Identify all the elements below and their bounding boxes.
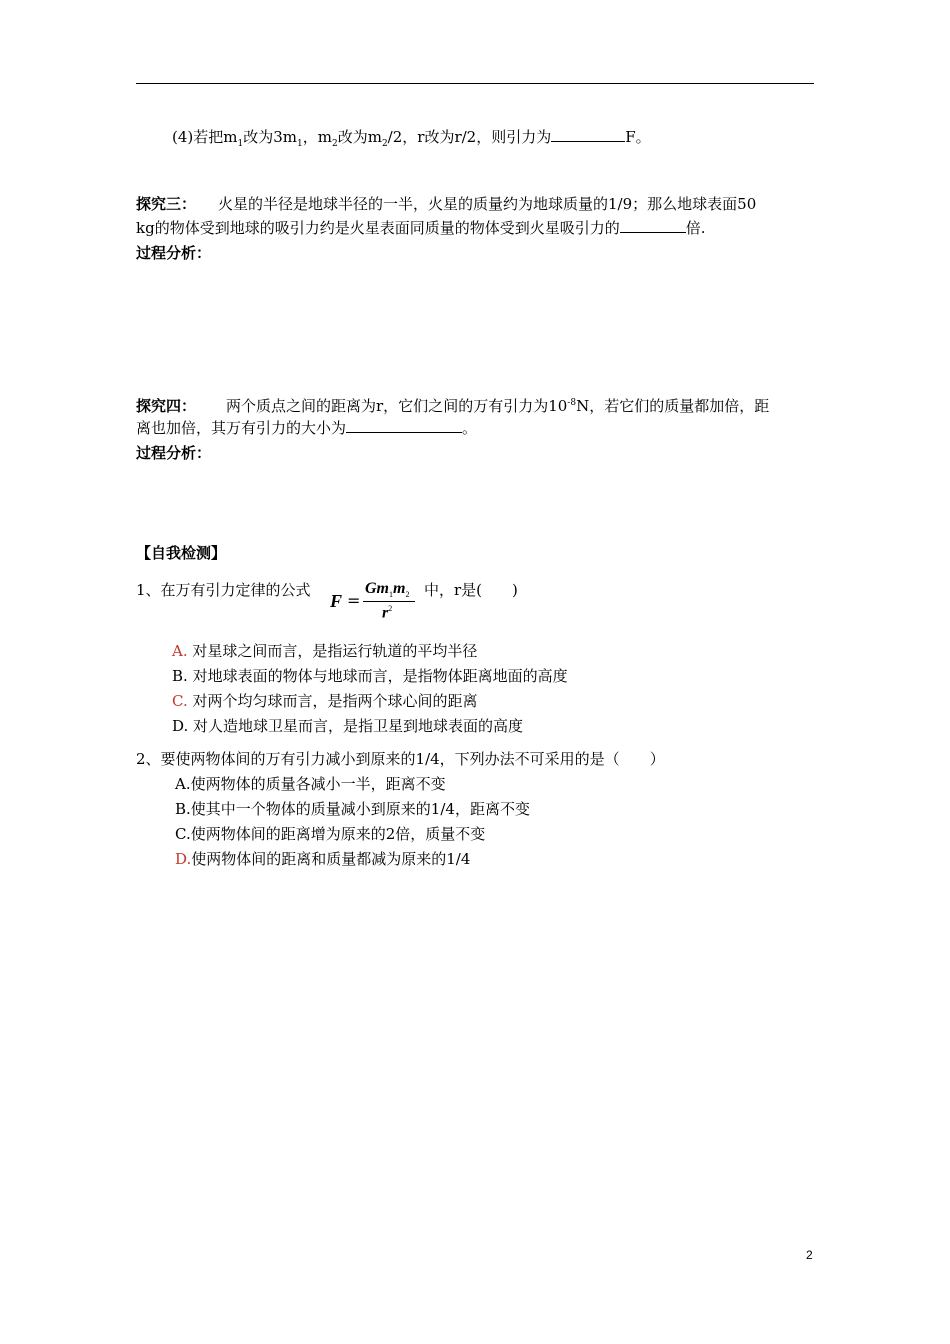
q1-option-d[interactable] xyxy=(172,716,523,736)
q4-m1: m xyxy=(223,128,238,146)
q1-option-d-text: 对人造地球卫星而言，是指卫星到地球表面的高度 xyxy=(193,717,524,735)
q2-option-d-letter: D. xyxy=(175,850,192,868)
q1-option-b[interactable] xyxy=(172,666,568,686)
q2-option-a[interactable] xyxy=(175,774,446,794)
q2-option-d[interactable] xyxy=(175,849,470,869)
explore4-analysis: 过程分析： xyxy=(136,444,212,462)
q2-stem: 2、要使两物体间的万有引力减小到原来的1/4，下列办法不可采用的是（ ） xyxy=(136,750,665,768)
q1-option-d-letter: D. xyxy=(172,717,189,735)
explore4-line2 xyxy=(136,418,477,438)
header-rule xyxy=(136,83,814,84)
formula-equals: = xyxy=(347,591,361,610)
q4-unit: F。 xyxy=(625,128,651,146)
explore3-text2: kg的物体受到地球的吸引力约是火星表面同质量的物体受到火星吸引力的 xyxy=(136,219,620,237)
q4-mid1: 改为3m xyxy=(243,128,297,146)
formula-sub2: 2 xyxy=(405,590,410,600)
explore4-text1b: N，若它们的质量都加倍，距 xyxy=(576,397,770,415)
q1-option-b-text: 对地球表面的物体与地球而言，是指物体距离地面的高度 xyxy=(192,667,568,685)
q4-sub1: 1 xyxy=(237,139,244,149)
q2-option-c-letter: C. xyxy=(175,825,191,843)
q1-option-a-text: 对星球之间而言，是指运行轨道的平均半径 xyxy=(192,642,478,660)
formula-F: F xyxy=(330,591,343,611)
explore4-text2: 离也加倍，其万有引力的大小为 xyxy=(136,419,347,437)
explore3-line2 xyxy=(136,218,705,238)
explore3-text1: 火星的半径是地球半径的一半，火星的质量约为地球质量的1/9；那么地球表面50 xyxy=(218,195,757,213)
q4-mid3: 改为m xyxy=(337,128,382,146)
q2-option-b-text: 使其中一个物体的质量减小到原来的1/4，距离不变 xyxy=(190,800,530,818)
formula-fraction-bar xyxy=(363,601,415,602)
q2-option-d-text: 使两物体间的距离和质量都减为原来的1/4 xyxy=(191,850,471,868)
formula-denominator xyxy=(382,604,392,622)
q1-option-a[interactable] xyxy=(172,641,477,661)
question-4-line xyxy=(172,127,651,154)
q1-option-a-letter: A. xyxy=(172,642,188,660)
formula-sub1: 1 xyxy=(389,590,393,600)
gravity-formula xyxy=(330,577,425,627)
explore4-line1 xyxy=(136,393,769,416)
explore3-answer-blank[interactable] xyxy=(620,218,686,233)
q4-sub3: 2 xyxy=(331,139,338,149)
q2-option-c[interactable] xyxy=(175,824,485,844)
q1-option-c[interactable] xyxy=(172,691,478,711)
formula-m: m xyxy=(393,580,406,597)
explore3-line1 xyxy=(136,194,756,214)
q4-answer-blank[interactable] xyxy=(551,127,625,142)
q2-option-a-text: 使两物体的质量各减小一半，距离不变 xyxy=(190,775,446,793)
q1-option-c-text: 对两个均匀球而言，是指两个球心间的距离 xyxy=(192,692,478,710)
self-check-heading: 【自我检测】 xyxy=(136,544,227,562)
formula-numerator xyxy=(365,580,409,599)
q2-option-a-letter: A. xyxy=(175,775,191,793)
q1-prefix: 1、在万有引力定律的公式 xyxy=(136,581,311,599)
explore3-text2-end: 倍. xyxy=(685,219,706,237)
explore4-text1a: 两个质点之间的距离为r，它们之间的万有引力为10 xyxy=(226,397,568,415)
explore4-answer-blank[interactable] xyxy=(346,418,462,433)
explore4-label: 探究四： xyxy=(136,397,197,415)
q1-suffix: 中，r是( ) xyxy=(424,581,518,599)
q4-sub2: 1 xyxy=(297,139,303,149)
explore3-label: 探究三： xyxy=(136,195,197,213)
q4-mid2: ，m xyxy=(302,128,332,146)
q4-sub4: 2 xyxy=(381,139,388,149)
formula-pow: 2 xyxy=(388,604,393,613)
q2-option-b[interactable] xyxy=(175,799,530,819)
explore3-analysis: 过程分析： xyxy=(136,244,212,262)
formula-r: r xyxy=(382,604,389,622)
page-number: 2 xyxy=(806,1248,813,1262)
formula-gm: Gm xyxy=(365,580,389,597)
explore4-exponent: -8 xyxy=(567,398,577,408)
explore4-text2-end: 。 xyxy=(462,419,478,437)
q2-option-b-letter: B. xyxy=(175,800,191,818)
q4-tail: /2，r改为r/2，则引力为 xyxy=(387,128,552,146)
q4-prefix: (4)若把 xyxy=(172,128,224,146)
q1-option-c-letter: C. xyxy=(172,692,188,710)
q1-option-b-letter: B. xyxy=(172,667,188,685)
q2-option-c-text: 使两物体间的距离增为原来的2倍，质量不变 xyxy=(190,825,486,843)
